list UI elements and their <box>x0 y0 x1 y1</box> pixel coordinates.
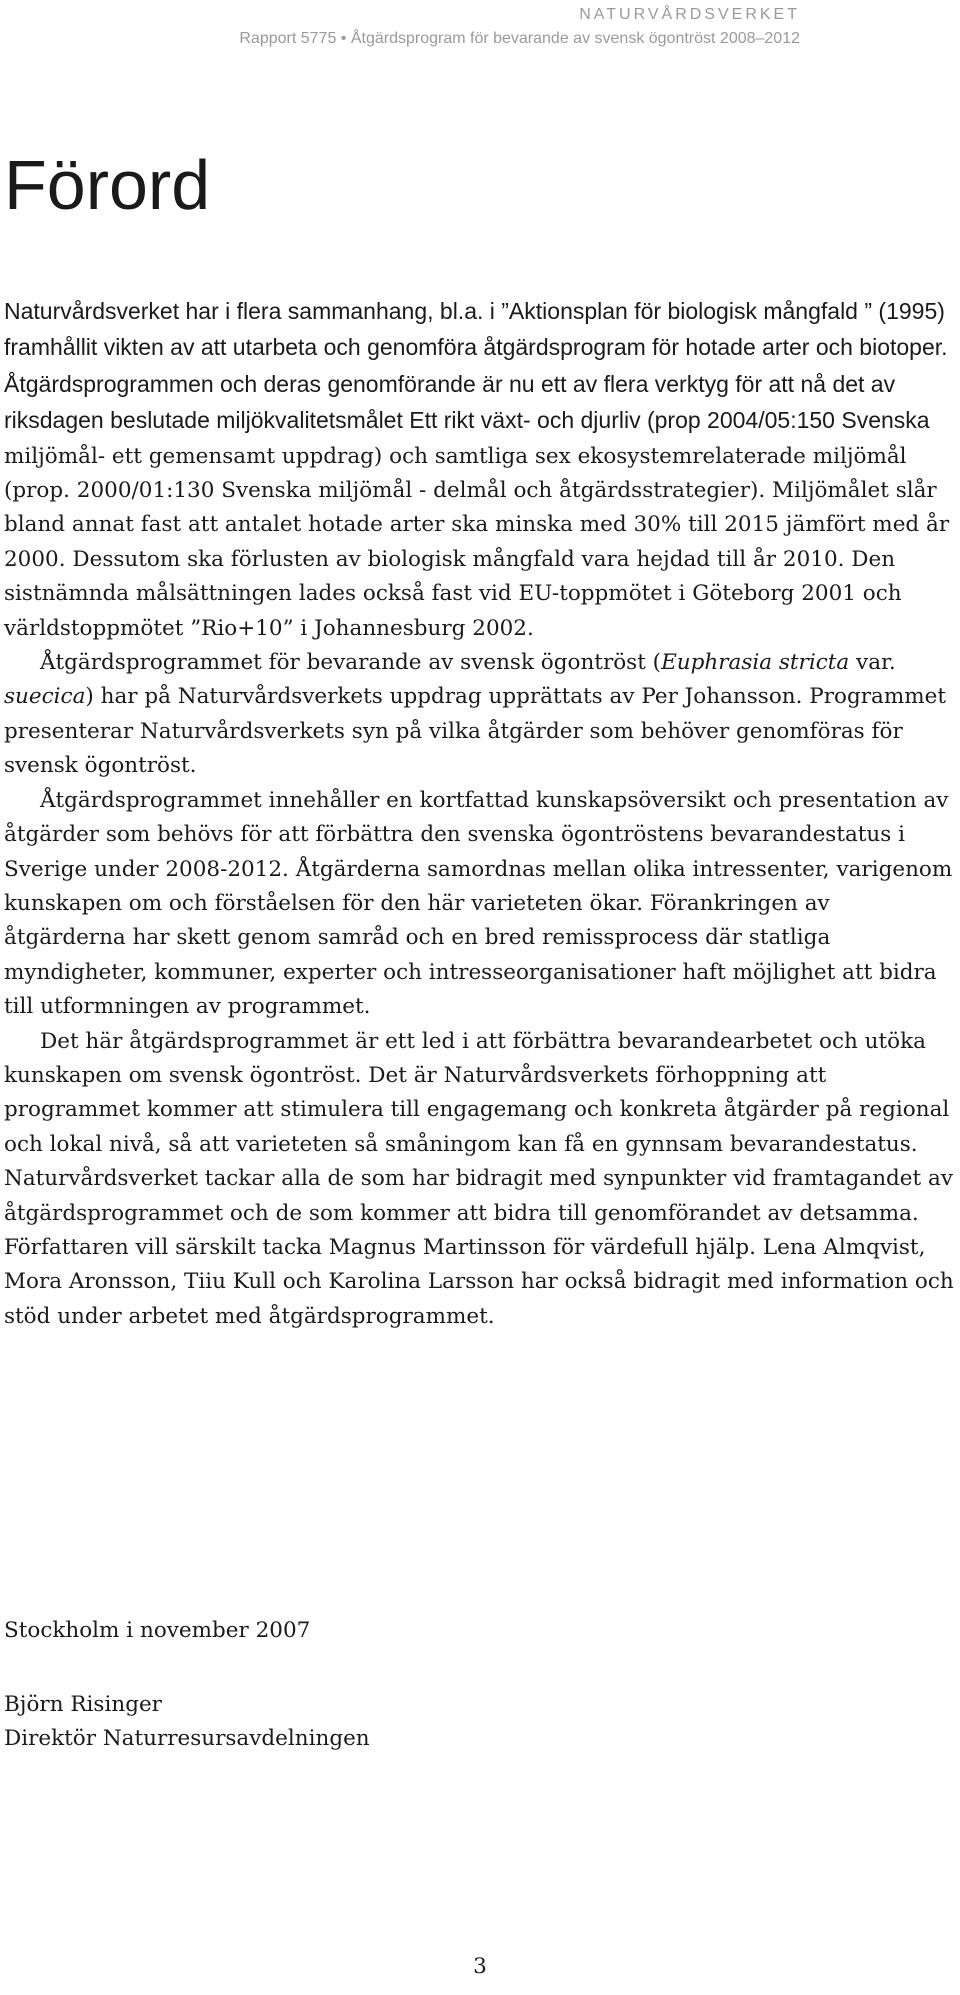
foreword-body <box>4 294 956 1334</box>
page-number: 3 <box>473 1954 487 1979</box>
signer-role: Direktör Naturresursavdelningen <box>4 1726 370 1752</box>
page-title: Förord <box>4 146 211 224</box>
paragraph-2 <box>4 646 956 784</box>
paragraph-3: Åtgärdsprogrammet innehåller en kortfattad kunskapsöversikt och presentation av åtgärder som behövs för att förbättra den svenska ögontröstens bevarandestatus i Sverige under 2008-2012. Åtgärderna samordnas mellan olika intressenter, varigenom kunskapen om och förståelsen för den här varieteten ökar. Förankringen av åtgärderna har skett genom samråd och en bred remissprocess där statliga myndigheter, kommuner, experter och intresseorganisationer haft möjlighet att bidra till utformningen av programmet. <box>4 787 953 1020</box>
agency-name: NATURVÅRDSVERKET <box>579 6 800 23</box>
variety-name: suecica <box>4 684 86 710</box>
paragraph-1-sans-part: Naturvårdsverket har i flera sammanhang, bl.a. i ”Aktionsplan för biologisk mångfald ” (1995) framhållit vikten av att utarbeta och genomföra åtgärdsprogram för hotade arter och biotoper. Åtgärdsprogrammen och deras genomförande är nu ett av flera verktyg för att nå det av riksdagen beslutade miljökvalitetsmålet Ett rikt växt- och djurliv (prop 2004/05:150 Svenska <box>4 298 948 434</box>
report-title: Rapport 5775 • Åtgärdsprogram för bevarande av svensk ögontröst 2008–2012 <box>239 30 800 47</box>
place-date: Stockholm i november 2007 <box>4 1618 311 1643</box>
paragraph-4: Det här åtgärdsprogrammet är ett led i att förbättra bevarandearbetet och utöka kunskapen om svensk ögontröst. Det är Naturvårdsverkets förhoppning att programmet kommer att stimulera till engagemang och konkreta åtgärder på regional och lokal nivå, så att varieteten så småningom kan få en gynnsam bevarandestatus. Naturvårdsverket tackar alla de som har bidragit med synpunkter vid framtagandet av åtgärdsprogrammet och de som kommer att bidra till genomförandet av detsamma. Författaren vill särskilt tacka Magnus Martinsson för värdefull hjälp. Lena Almqvist, Mora Aronsson, Tiiu Kull och Karolina Larsson har också bidragit med information och stöd under arbetet med åtgärdsprogrammet. <box>4 1028 954 1329</box>
signer-name: Björn Risinger <box>4 1692 162 1717</box>
paragraph-2-text-a: Åtgärdsprogrammet för bevarande av svensk ögontröst ( <box>40 650 662 676</box>
running-header <box>239 4 800 50</box>
paragraph-2-text-c: ) har på Naturvårdsverkets uppdrag upprättats av Per Johansson. Programmet presenterar Naturvårdsverkets syn på vilka åtgärder som behöver genomföras för svensk ögontröst. <box>4 684 946 779</box>
paragraph-1 <box>4 294 956 646</box>
signature-block <box>4 1688 904 1757</box>
paragraph-2-text-b: var. <box>849 650 896 676</box>
signature-place-date <box>4 1614 904 1648</box>
species-name: Euphrasia stricta <box>661 650 850 676</box>
paragraph-1-serif-part: miljömål- ett gemensamt uppdrag) och samtliga sex ekosystemrelaterade miljömål (prop. 2000/01:130 Svenska miljömål - delmål och åtgärdsstrategier). Miljömålet slår bland annat fast att antalet hotade arter ska minska med 30% till 2015 jämfört med år 2000. Dessutom ska förlusten av biologisk mångfald vara hejdad till år 2010. Den sistnämnda målsättningen lades också fast vid EU-toppmötet i Göteborg 2001 och världstoppmötet ”Rio+10” i Johannesburg 2002. <box>4 443 950 641</box>
